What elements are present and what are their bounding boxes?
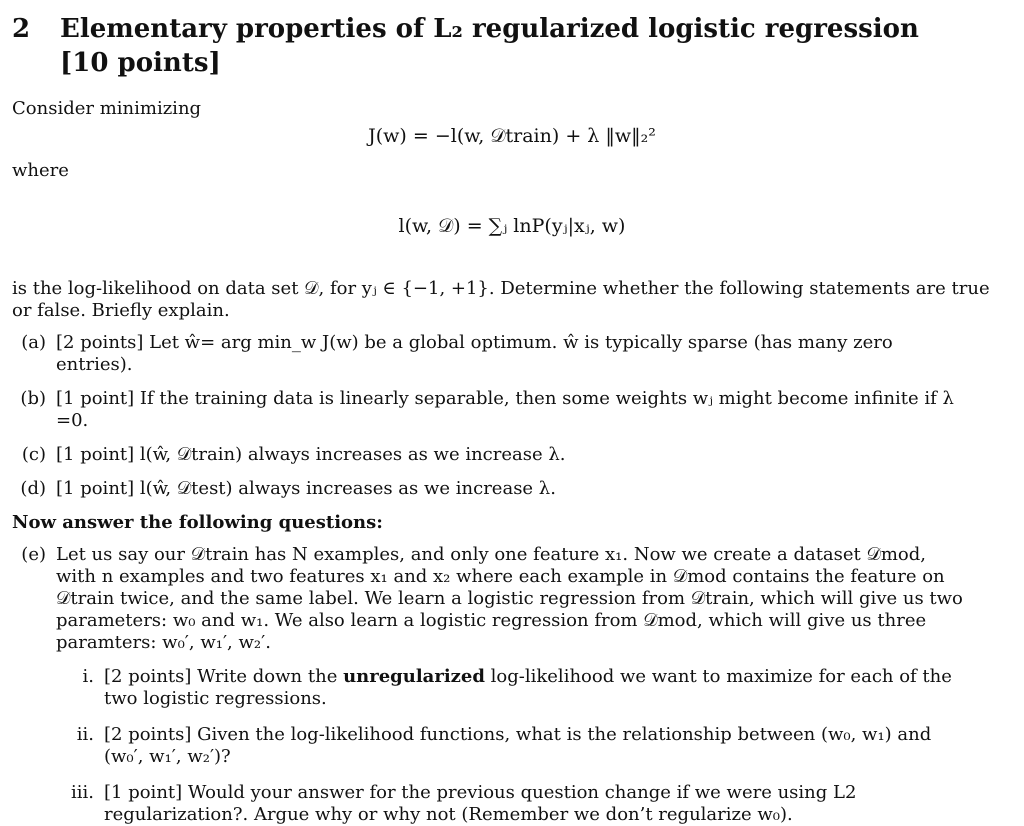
equation-loglikelihood: l(w, 𝒟) = ∑ⱼ lnP(yⱼ|xⱼ, w)	[398, 215, 626, 237]
subquestion-text	[104, 724, 964, 768]
statement-label: (c)	[21, 444, 46, 465]
intro-consider: Consider minimizing	[12, 98, 202, 119]
statement-item	[12, 444, 1012, 466]
question-text: Let us say our 𝒟train has N examples, and only one feature x₁. Now we create a dataset 𝒟mod, with n examples and two features x₁ and x₂ where each example in 𝒟mod contains the feature on 𝒟train twice, and the same label. We learn a logistic regression from 𝒟train, which will give us two parameters: w₀ and w₁. We also learn a logistic regression from 𝒟mod, which will give us three paramters: w₀′, w₁′, w₂′.	[56, 544, 963, 653]
subquestion-text	[104, 666, 964, 710]
subquestion-label: iii.	[71, 782, 94, 803]
subquestion-text-pre: [2 points] Write down the	[104, 666, 344, 687]
statement-item	[12, 388, 1012, 432]
subquestion-item	[62, 666, 1012, 710]
statement-item	[12, 478, 1012, 500]
intro-paragraph: is the log-likelihood on data set 𝒟, for yⱼ ∈ {−1, +1}. Determine whether the following statements are true or false. Briefly explain.	[12, 278, 990, 321]
statement-label: (b)	[20, 388, 46, 409]
statement-label: (d)	[20, 478, 46, 499]
statements-list	[12, 332, 1012, 500]
intro-where: where	[12, 160, 69, 181]
question-label: (e)	[21, 544, 46, 565]
section-number: 2	[12, 14, 31, 44]
subquestion-item	[62, 724, 1012, 768]
subquestion-text-pre: [1 point] Would your answer for the previous question change if we were using L2 regularization?. Argue why or why not (Remember we don’t regularize w₀).	[104, 782, 857, 825]
now-answer-heading: Now answer the following questions:	[12, 512, 383, 533]
subquestion-text-bold: unregularized	[343, 666, 485, 687]
section-title	[12, 12, 1012, 80]
question-e	[12, 544, 1012, 654]
statement-text: [1 point] l(ŵ, 𝒟test) always increases as we increase λ.	[56, 478, 556, 499]
subquestion-label: i.	[82, 666, 94, 687]
statement-label: (a)	[21, 332, 46, 353]
statement-text: [1 point] l(ŵ, 𝒟train) always increases as we increase λ.	[56, 444, 566, 465]
subquestion-text-pre: [2 points] Given the log-likelihood functions, what is the relationship between (w₀, w₁) and (w₀′, w₁′, w₂′)?	[104, 724, 932, 767]
subquestion-text-post: log-likelihood we want to maximize for each of the two logistic regressions.	[104, 666, 952, 709]
section-title-text: Elementary properties of L₂ regularized logistic regression [10 points]	[60, 14, 919, 78]
subquestion-label: ii.	[76, 724, 94, 745]
equation-objective: J(w) = −l(w, 𝒟train) + λ ‖w‖₂²	[368, 125, 656, 147]
subquestions-list	[62, 666, 1012, 826]
statement-text: [1 point] If the training data is linearly separable, then some weights wⱼ might become infinite if λ =0.	[56, 388, 954, 431]
statement-item	[12, 332, 1012, 376]
statement-text: [2 points] Let ŵ= arg min_w J(w) be a global optimum. ŵ is typically sparse (has many zero entries).	[56, 332, 893, 375]
